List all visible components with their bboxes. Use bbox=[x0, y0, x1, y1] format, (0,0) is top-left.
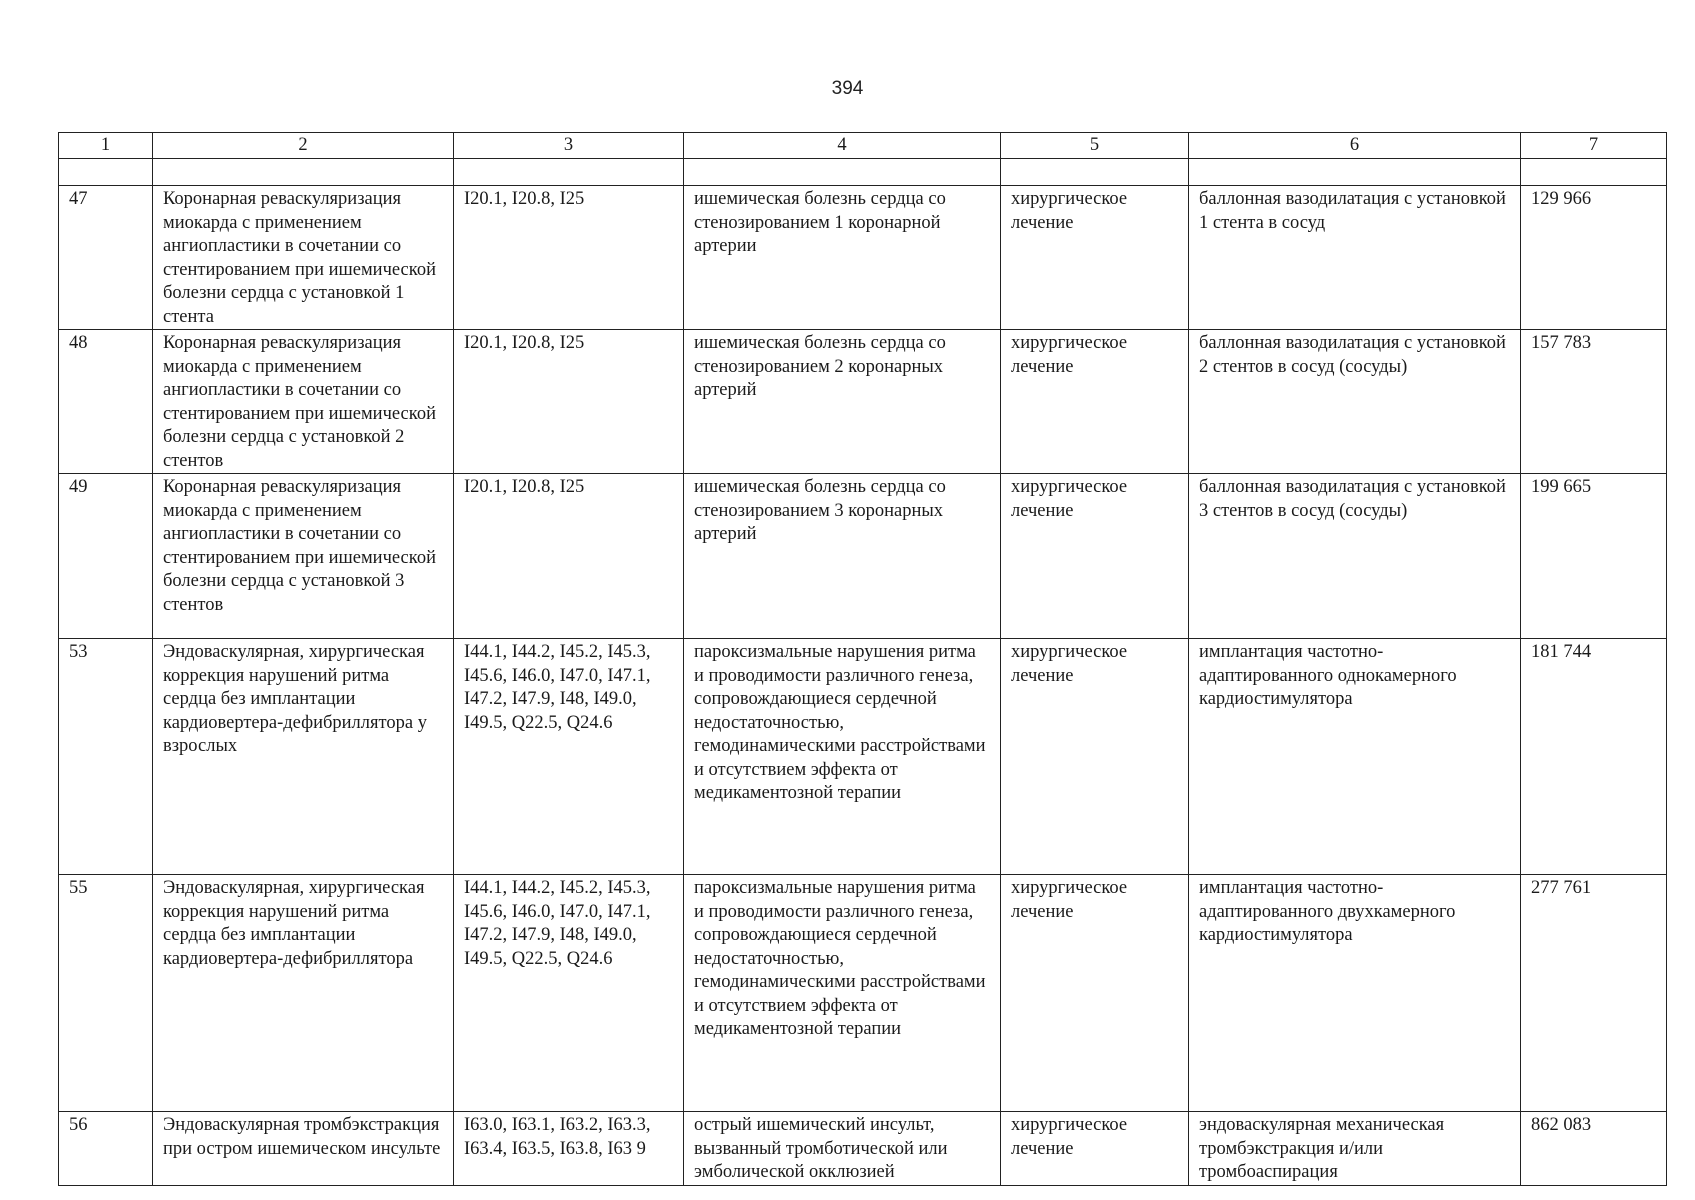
table-row bbox=[59, 875, 1667, 1112]
header-col-1: 1 bbox=[59, 133, 153, 159]
patient-model: ишемическая болезнь сердца со стенозированием 1 коронарной артерии bbox=[684, 186, 1001, 330]
treatment-method: баллонная вазодилатация с установкой 3 стентов в сосуд (сосуды) bbox=[1189, 474, 1521, 639]
table-row bbox=[59, 330, 1667, 474]
standard-cost: 199 665 bbox=[1521, 474, 1667, 639]
patient-model: острый ишемический инсульт, вызванный тромботической или эмболической окклюзией bbox=[684, 1112, 1001, 1186]
icd-codes: I44.1, I44.2, I45.2, I45.3, I45.6, I46.0, I47.0, I47.1, I47.2, I47.9, I48, I49.0, I49.5, Q22.5, Q24.6 bbox=[454, 875, 684, 1112]
care-type-name: Эндоваскулярная тромбэкстракция при остром ишемическом инсульте bbox=[153, 1112, 454, 1186]
patient-model: пароксизмальные нарушения ритма и проводимости различного генеза, сопровождающиеся сердечной недостаточностью, гемодинамическими расстройствами и отсутствием эффекта от медикаментозной терапии bbox=[684, 639, 1001, 875]
header-col-3: 3 bbox=[454, 133, 684, 159]
treatment-type: хирургическое лечение bbox=[1001, 639, 1189, 875]
standard-cost: 862 083 bbox=[1521, 1112, 1667, 1186]
care-type-name: Коронарная реваскуляризация миокарда с применением ангиопластики в сочетании со стентированием при ишемической болезни сердца с установкой 2 стентов bbox=[153, 330, 454, 474]
treatment-method: имплантация частотно-адаптированного двухкамерного кардиостимулятора bbox=[1189, 875, 1521, 1112]
table-row bbox=[59, 186, 1667, 330]
header-col-5: 5 bbox=[1001, 133, 1189, 159]
icd-codes: I20.1, I20.8, I25 bbox=[454, 474, 684, 639]
header-col-7: 7 bbox=[1521, 133, 1667, 159]
row-number: 55 bbox=[59, 875, 153, 1112]
row-number: 53 bbox=[59, 639, 153, 875]
treatment-method: баллонная вазодилатация с установкой 1 стента в сосуд bbox=[1189, 186, 1521, 330]
care-type-name: Эндоваскулярная, хирургическая коррекция нарушений ритма сердца без имплантации кардиовертера-дефибриллятора bbox=[153, 875, 454, 1112]
icd-codes: I63.0, I63.1, I63.2, I63.3, I63.4, I63.5, I63.8, I63 9 bbox=[454, 1112, 684, 1186]
standard-cost: 277 761 bbox=[1521, 875, 1667, 1112]
patient-model: ишемическая болезнь сердца со стенозированием 3 коронарных артерий bbox=[684, 474, 1001, 639]
care-type-name: Коронарная реваскуляризация миокарда с применением ангиопластики в сочетании со стентированием при ишемической болезни сердца с установкой 3 стентов bbox=[153, 474, 454, 639]
header-col-6: 6 bbox=[1189, 133, 1521, 159]
patient-model: ишемическая болезнь сердца со стенозированием 2 коронарных артерий bbox=[684, 330, 1001, 474]
treatment-type: хирургическое лечение bbox=[1001, 330, 1189, 474]
table-row bbox=[59, 474, 1667, 639]
standard-cost: 181 744 bbox=[1521, 639, 1667, 875]
row-number: 47 bbox=[59, 186, 153, 330]
treatment-type: хирургическое лечение bbox=[1001, 186, 1189, 330]
care-type-name: Коронарная реваскуляризация миокарда с применением ангиопластики в сочетании со стентированием при ишемической болезни сердца с установкой 1 стента bbox=[153, 186, 454, 330]
empty-row bbox=[59, 159, 1667, 186]
page-number: 394 bbox=[831, 78, 864, 99]
icd-codes: I44.1, I44.2, I45.2, I45.3, I45.6, I46.0, I47.0, I47.1, I47.2, I47.9, I48, I49.0, I49.5, Q22.5, Q24.6 bbox=[454, 639, 684, 875]
row-number: 49 bbox=[59, 474, 153, 639]
treatment-method: эндоваскулярная механическая тромбэкстракция и/или тромбоаспирация bbox=[1189, 1112, 1521, 1186]
treatment-type: хирургическое лечение bbox=[1001, 474, 1189, 639]
header-col-2: 2 bbox=[153, 133, 454, 159]
table-row bbox=[59, 1112, 1667, 1186]
header-row bbox=[59, 133, 1667, 159]
patient-model: пароксизмальные нарушения ритма и проводимости различного генеза, сопровождающиеся сердечной недостаточностью, гемодинамическими расстройствами и отсутствием эффекта от медикаментозной терапии bbox=[684, 875, 1001, 1112]
medical-care-table bbox=[58, 132, 1667, 1186]
treatment-type: хирургическое лечение bbox=[1001, 875, 1189, 1112]
icd-codes: I20.1, I20.8, I25 bbox=[454, 330, 684, 474]
standard-cost: 157 783 bbox=[1521, 330, 1667, 474]
standard-cost: 129 966 bbox=[1521, 186, 1667, 330]
table-row bbox=[59, 639, 1667, 875]
treatment-type: хирургическое лечение bbox=[1001, 1112, 1189, 1186]
care-type-name: Эндоваскулярная, хирургическая коррекция нарушений ритма сердца без имплантации кардиовертера-дефибриллятора у взрослых bbox=[153, 639, 454, 875]
icd-codes: I20.1, I20.8, I25 bbox=[454, 186, 684, 330]
header-col-4: 4 bbox=[684, 133, 1001, 159]
row-number: 56 bbox=[59, 1112, 153, 1186]
treatment-method: баллонная вазодилатация с установкой 2 стентов в сосуд (сосуды) bbox=[1189, 330, 1521, 474]
treatment-method: имплантация частотно-адаптированного однокамерного кардиостимулятора bbox=[1189, 639, 1521, 875]
row-number: 48 bbox=[59, 330, 153, 474]
